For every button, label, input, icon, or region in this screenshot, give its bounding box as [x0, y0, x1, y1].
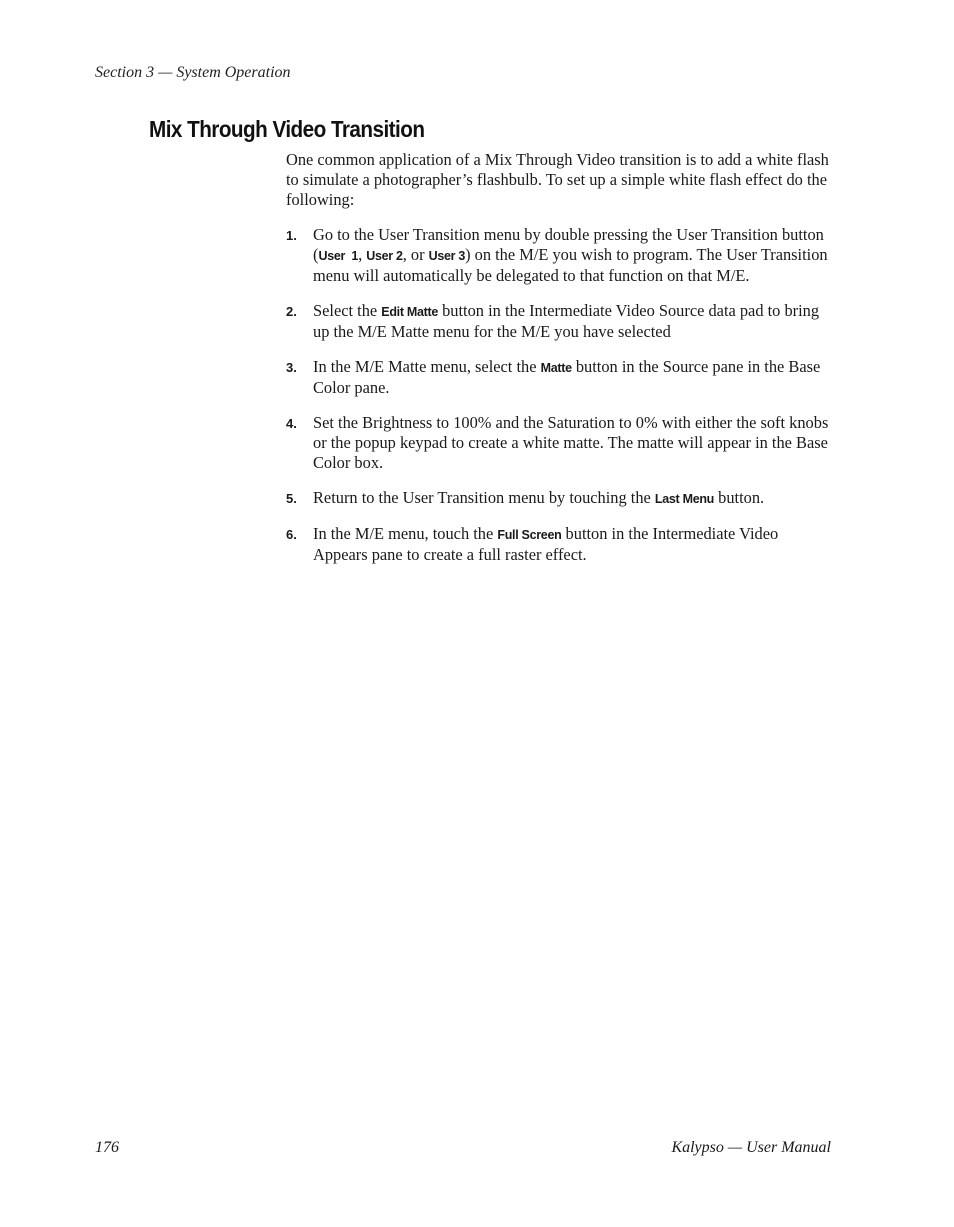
step-text: In the M/E menu, touch the	[313, 524, 498, 543]
step-6	[286, 524, 831, 565]
step-text: Set the Brightness to 100% and the Saturation to 0% with either the soft knobs or the popup keypad to create a white matte. The matte will appear in the Base Color box.	[313, 413, 829, 472]
ui-button-name: User 2	[366, 249, 403, 263]
step-number: 3.	[286, 360, 297, 375]
step-4	[286, 413, 831, 473]
ui-button-name: User 1	[318, 249, 359, 263]
step-number: 2.	[286, 304, 297, 319]
step-text: Return to the User Transition menu by touching the	[313, 488, 655, 507]
step-text: button in the Source pane in the Base Color pane.	[313, 357, 821, 397]
running-head: Section 3 — System Operation	[95, 64, 291, 81]
ui-button-name: Full Screen	[497, 528, 562, 542]
footer-title: Kalypso — User Manual	[671, 1139, 831, 1156]
ui-button-name: Edit Matte	[381, 305, 439, 319]
step-text: button.	[714, 488, 765, 507]
step-text: Select the	[313, 301, 382, 320]
step-5	[286, 488, 831, 509]
intro-paragraph: One common application of a Mix Through Video transition is to add a white flash to simulate a photographer’s flashbulb. To set up a simple white flash effect do the following:	[286, 150, 829, 209]
step-text: In the M/E Matte menu, select the	[313, 357, 541, 376]
step-2	[286, 301, 831, 342]
step-text: ,	[358, 245, 367, 264]
step-number: 4.	[286, 416, 297, 431]
step-text: ) on the M/E you wish to program. The User Transition menu will automatically be delegated to that function on that M/E.	[313, 245, 828, 285]
step-text: , or	[402, 245, 429, 264]
ui-button-name: Matte	[540, 361, 572, 375]
step-1	[286, 225, 831, 286]
procedure-steps	[286, 225, 831, 580]
step-text: Go to the User Transition menu by double pressing the User Transition button (	[313, 225, 824, 264]
section-heading: Mix Through Video Transition	[149, 116, 425, 142]
step-number: 1.	[286, 228, 297, 243]
step-number: 5.	[286, 491, 297, 506]
ui-button-name: User 3	[428, 249, 466, 263]
step-3	[286, 357, 831, 398]
ui-button-name: Last Menu	[654, 492, 715, 506]
step-number: 6.	[286, 527, 297, 542]
page-number: 176	[95, 1139, 119, 1156]
step-text: button in the Intermediate Video Appears pane to create a full raster effect.	[313, 524, 779, 564]
step-text: button in the Intermediate Video Source data pad to bring up the M/E Matte menu for the M/E you have selected	[313, 301, 820, 341]
